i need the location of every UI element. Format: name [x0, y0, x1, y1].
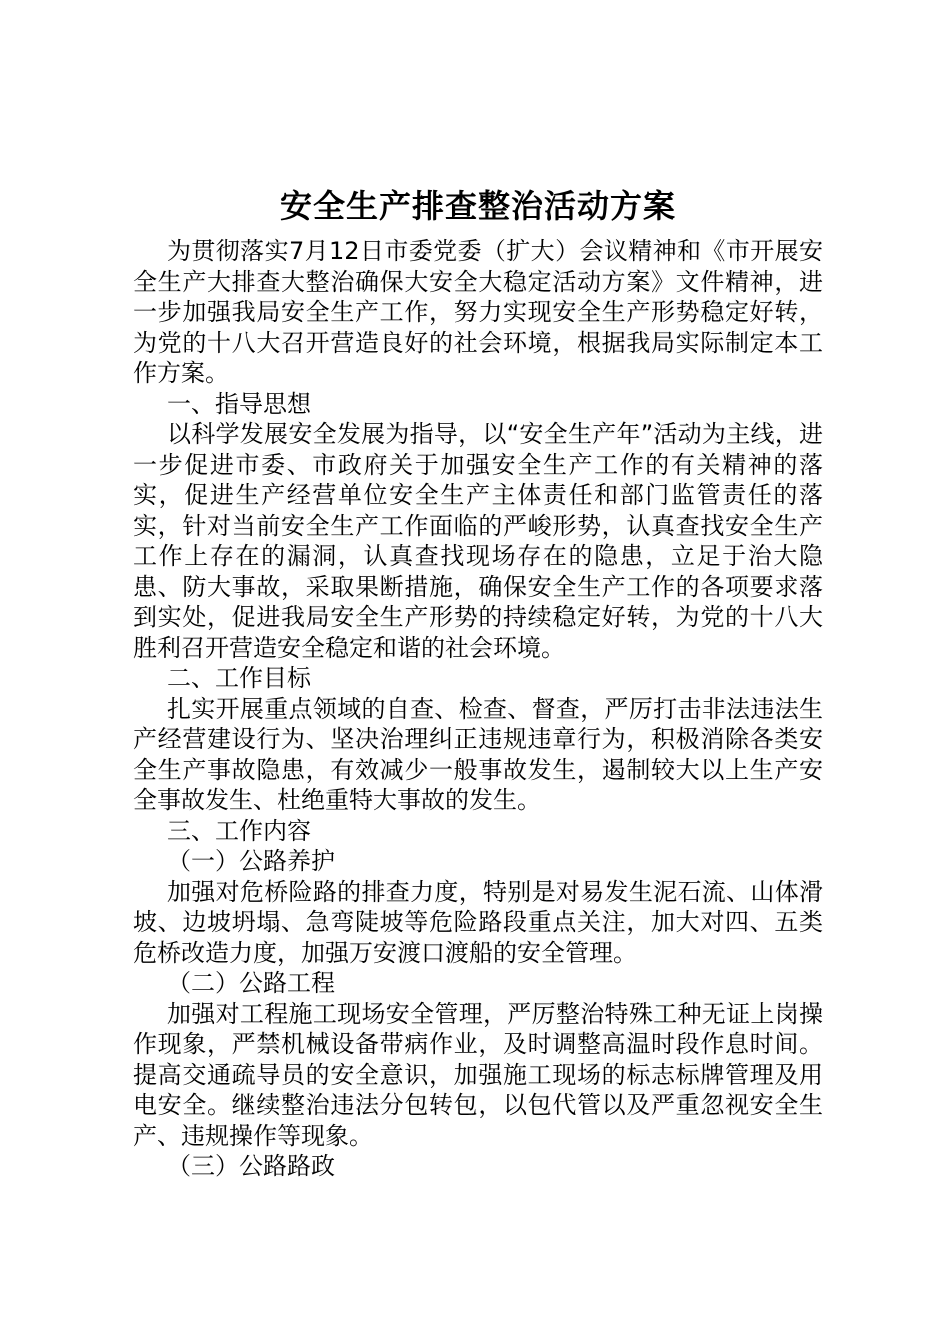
road-maintenance-paragraph: 加强对危桥险路的排查力度，特别是对易发生泥石流、山体滑坡、边坡坍塌、急弯陡坡等危险路段重点关注，加大对四、五类危桥改造力度，加强万安渡口渡船的安全管理。: [133, 877, 823, 967]
intro-paragraph: 为贯彻落实7月12日市委党委（扩大）会议精神和《市开展安全生产大排查大整治确保大安全大稳定活动方案》文件精神，进一步加强我局安全生产工作，努力实现安全生产形势稳定好转，为党的十八大召开营造良好的社会环境，根据我局实际制定本工作方案。: [133, 237, 823, 387]
subsection-heading-road-engineering: （二）公路工程: [167, 969, 335, 997]
section-heading-work-content: 三、工作内容: [167, 816, 311, 845]
subsection-heading-road-administration: （三）公路路政: [167, 1152, 335, 1180]
guiding-ideology-paragraph: 以科学发展安全发展为指导，以“安全生产年”活动为主线，进一步促进市委、市政府关于加强安全生产工作的有关精神的落实，促进生产经营单位安全生产主体责任和部门监管责任的落实，针对当前安全生产工作面临的严峻形势，认真查找安全生产工作上存在的漏洞，认真查找现场存在的隐患，立足于治大隐患、防大事故，采取果断措施，确保安全生产工作的各项要求落到实处，促进我局安全生产形势的持续稳定好转，为党的十八大胜利召开营造安全稳定和谐的社会环境。: [133, 420, 823, 662]
section-heading-work-goals: 二、工作目标: [167, 664, 311, 692]
work-goals-paragraph: 扎实开展重点领域的自查、检查、督查，严厉打击非法违法生产经营建设行为、坚决治理纠正违规违章行为，积极消除各类安全生产事故隐患，有效减少一般事故发生，遏制较大以上生产安全事故发生、杜绝重特大事故的发生。: [133, 694, 823, 814]
document-body: [133, 236, 823, 1182]
document-page: [133, 184, 823, 1182]
subsection-heading-road-maintenance: （一）公路养护: [167, 847, 335, 875]
road-engineering-paragraph: 加强对工程施工现场安全管理，严厉整治特殊工种无证上岗操作现象，严禁机械设备带病作业，及时调整高温时段作息时间。提高交通疏导员的安全意识，加强施工现场的标志标牌管理及用电安全。继续整治违法分包转包，以包代管以及严重忽视安全生产、违规操作等现象。: [133, 999, 823, 1150]
section-heading-guiding-ideology: 一、指导思想: [167, 389, 311, 418]
document-title: 安全生产排查整治活动方案: [279, 187, 676, 225]
